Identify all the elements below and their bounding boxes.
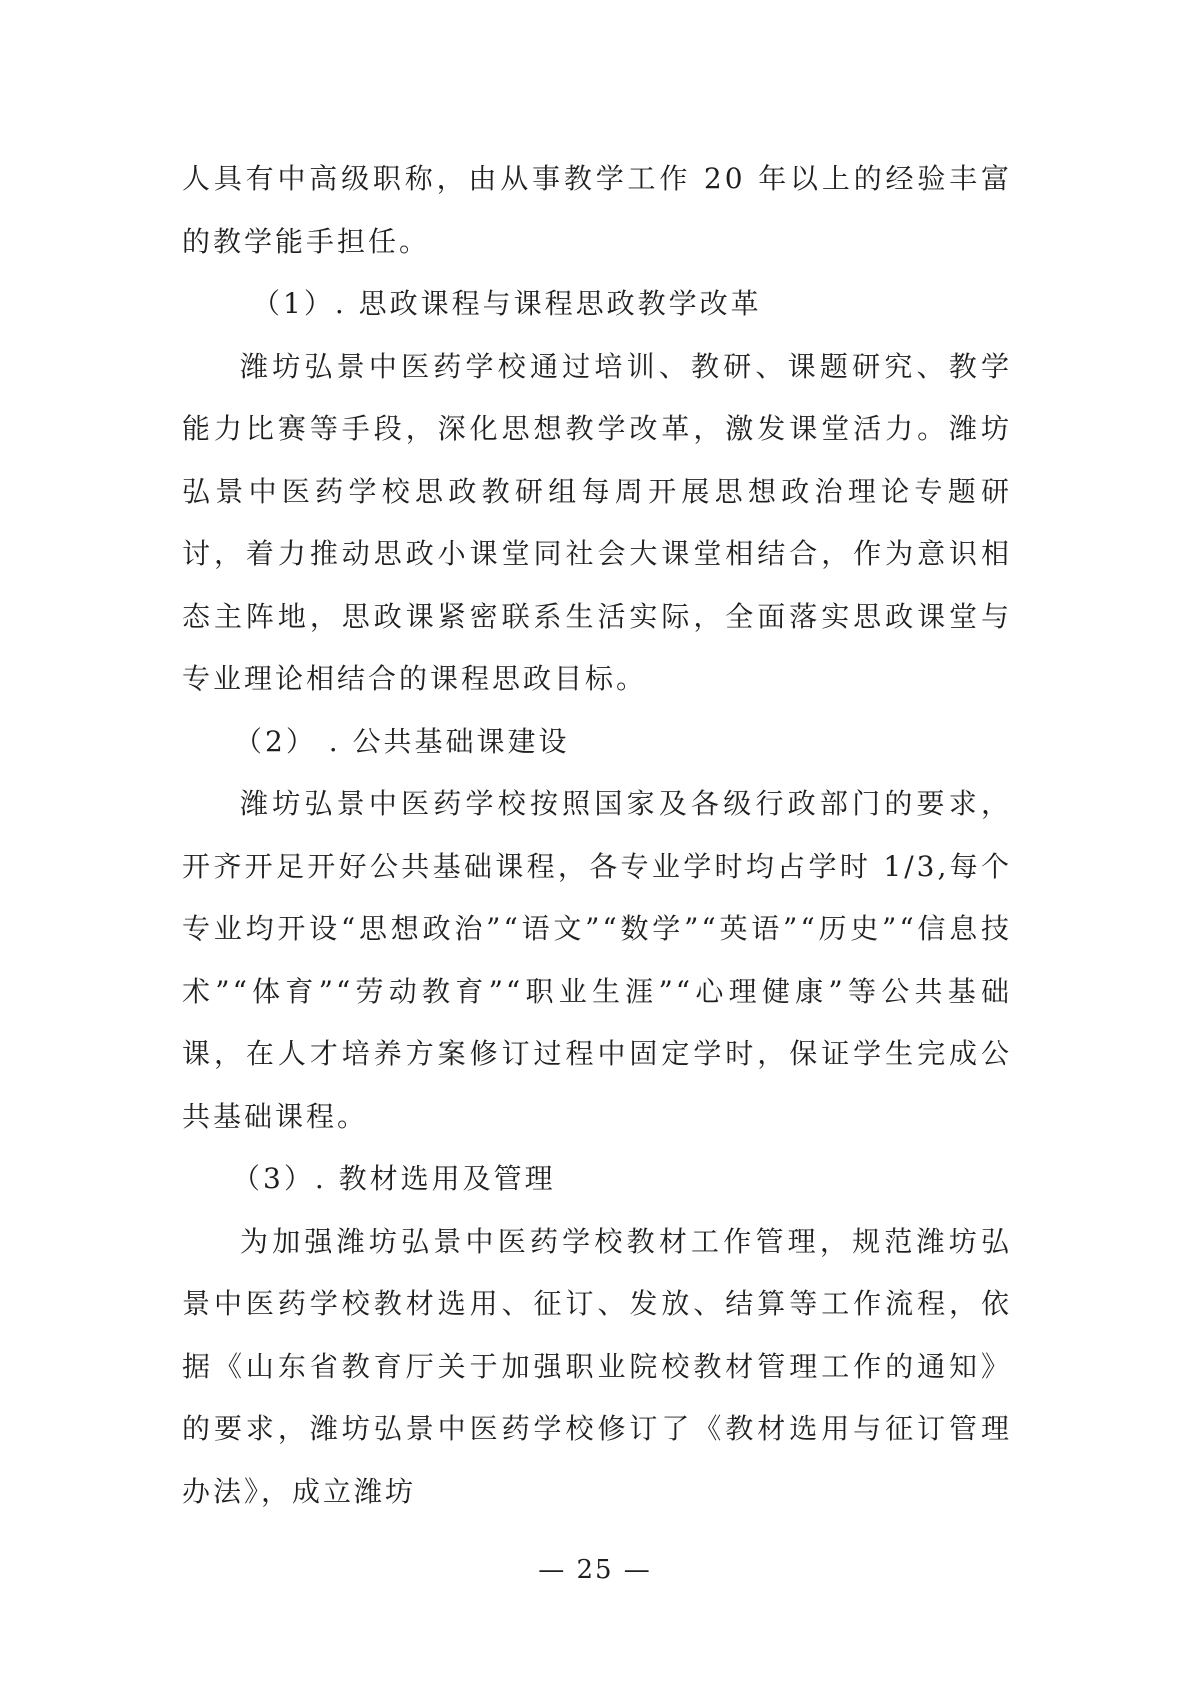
paragraph-continued: 人具有中高级职称，由从事教学工作 20 年以上的经验丰富的教学能手担任。 — [182, 162, 1012, 258]
paragraph-ideology-reform: 潍坊弘景中医药学校通过培训、教研、课题研究、教学能力比赛等手段，深化思想教学改革，激发课堂活力。潍坊弘景中医药学校思政教研组每周开展思想政治理论专题研讨，着力推动思政小课堂同社会大课堂相结合，作为意识相态主阵地，思政课紧密联系生活实际，全面落实思政课堂与专业理论相结合的课程思政目标。 — [182, 349, 1012, 695]
section-heading-2: （2） . 公共基础课建设 — [234, 724, 570, 758]
page-number: — 25 — — [538, 1555, 652, 1585]
document-body — [182, 148, 1012, 1523]
section-heading-3: （3）. 教材选用及管理 — [232, 1162, 556, 1195]
paragraph-public-courses: 潍坊弘景中医药学校按照国家及各级行政部门的要求，开齐开足开好公共基础课程，各专业学时均占学时 1/3,每个专业均开设“思想政治”“语文”“数学”“英语”“历史”“信息技术”“体育”“劳动教育”“职业生涯”“心理健康”等公共基础课，在人才培养方案修订过程中固定学时，保证学生完成公共基础课程。 — [182, 787, 1012, 1133]
paragraph-textbook-management: 为加强潍坊弘景中医药学校教材工作管理，规范潍坊弘景中医药学校教材选用、征订、发放、结算等工作流程，依据《山东省教育厅关于加强职业院校教材管理工作的通知》的要求，潍坊弘景中医药学校修订了《教材选用与征订管理办法》，成立潍坊 — [182, 1224, 1012, 1508]
section-heading-1: （1）. 思政课程与课程思政教学改革 — [252, 287, 762, 320]
